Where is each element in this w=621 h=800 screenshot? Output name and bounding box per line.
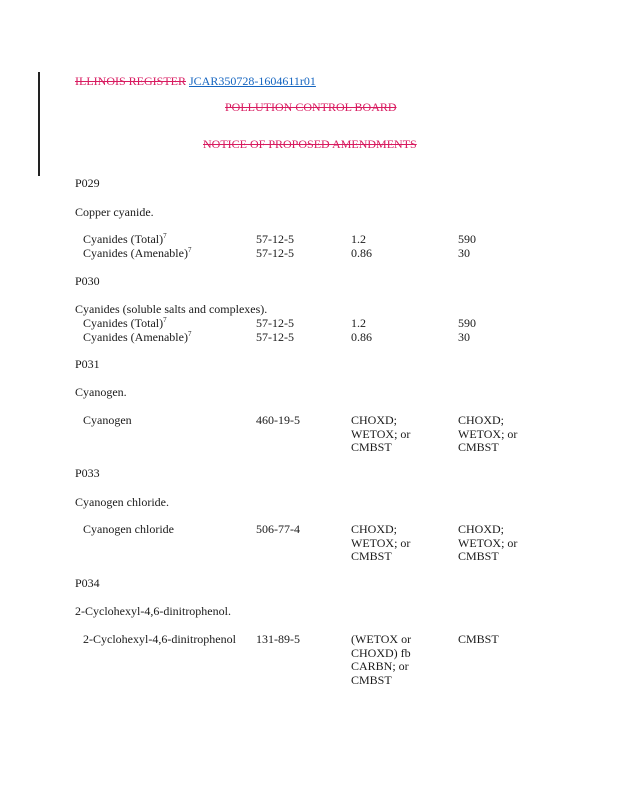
wastewater-standard: 0.86 [351, 330, 372, 344]
board-title: POLLUTION CONTROL BOARD [225, 100, 397, 114]
nonwastewater-standard: 30 [458, 246, 470, 260]
constituent-name: Cyanides (Amenable)$^7$ [83, 330, 192, 344]
constituent-name: Cyanides (Amenable)$^7$ [83, 246, 192, 260]
nonwastewater-standard-line: CHOXD; [458, 522, 505, 536]
wastewater-standard-line: CMBST [351, 549, 392, 563]
cas-number: 57-12-5 [256, 246, 294, 260]
cas-number: 57-12-5 [256, 330, 294, 344]
constituent-name: Cyanogen chloride [83, 522, 174, 536]
footnote-marker: 7 [163, 232, 167, 240]
constituent-name: Cyanogen [83, 413, 132, 427]
cas-number: 57-12-5 [256, 316, 294, 330]
waste-code-p030: P030 [75, 274, 100, 288]
nonwastewater-standard-line: WETOX; or [458, 535, 518, 550]
wastewater-standard-line: CMBST [351, 440, 392, 454]
waste-name-p034: 2-Cyclohexyl-4,6-dinitrophenol. [75, 604, 231, 618]
footnote-marker: 7 [187, 246, 192, 254]
wastewater-standard-line: CHOXD) fb [351, 645, 411, 660]
cas-number: 506-77-4 [256, 522, 300, 536]
nonwastewater-standard: 590 [458, 316, 476, 330]
register-header-line [75, 74, 316, 88]
waste-name-p029: Copper cyanide. [75, 205, 154, 219]
waste-code-p033: P033 [75, 466, 100, 480]
waste-code-p031: P031 [75, 357, 100, 371]
waste-name-p031: Cyanogen. [75, 385, 127, 399]
nonwastewater-standard-line: CHOXD; [458, 413, 505, 427]
constituent-name: 2-Cyclohexyl-4,6-dinitrophenol [83, 632, 236, 646]
waste-code-p029: P029 [75, 176, 100, 190]
wastewater-standard: 0.86 [351, 246, 372, 260]
footnote-marker: 7 [163, 316, 167, 324]
wastewater-standard-line: WETOX; or [351, 535, 411, 550]
cas-number: 131-89-5 [256, 632, 300, 646]
waste-name-p033: Cyanogen chloride. [75, 495, 169, 509]
constituent-name: Cyanides (Total)$^7$ [83, 316, 167, 330]
wastewater-standard-line: WETOX; or [351, 426, 411, 441]
wastewater-standard-line: CHOXD; [351, 413, 398, 427]
nonwastewater-standard: 590 [458, 232, 476, 246]
wastewater-standard-line: CMBST [351, 672, 392, 687]
deleted-register-title: ILLINOIS REGISTER [75, 74, 186, 88]
revision-change-bar [38, 72, 40, 176]
notice-title: NOTICE OF PROPOSED AMENDMENTS [203, 137, 417, 151]
nonwastewater-standard-line: CMBST [458, 440, 499, 454]
waste-code-p034: P034 [75, 576, 100, 590]
cas-number: 460-19-5 [256, 413, 300, 427]
wastewater-standard: 1.2 [351, 316, 366, 330]
nonwastewater-standard: 30 [458, 330, 470, 344]
inserted-jcar-code: JCAR350728-1604611r01 [189, 74, 316, 88]
nonwastewater-standard: CMBST [458, 632, 499, 646]
footnote-marker: 7 [187, 330, 192, 338]
nonwastewater-standard-line: CMBST [458, 549, 499, 563]
wastewater-standard-line: CARBN; or [351, 659, 409, 673]
cas-number: 57-12-5 [256, 232, 294, 246]
wastewater-standard: 1.2 [351, 232, 366, 246]
constituent-name: Cyanides (Total)$^7$ [83, 232, 167, 246]
wastewater-standard-line: CHOXD; [351, 522, 398, 536]
waste-name-p030: Cyanides (soluble salts and complexes). [75, 302, 268, 316]
nonwastewater-standard-line: WETOX; or [458, 426, 518, 441]
wastewater-standard-line: (WETOX or [351, 632, 412, 646]
